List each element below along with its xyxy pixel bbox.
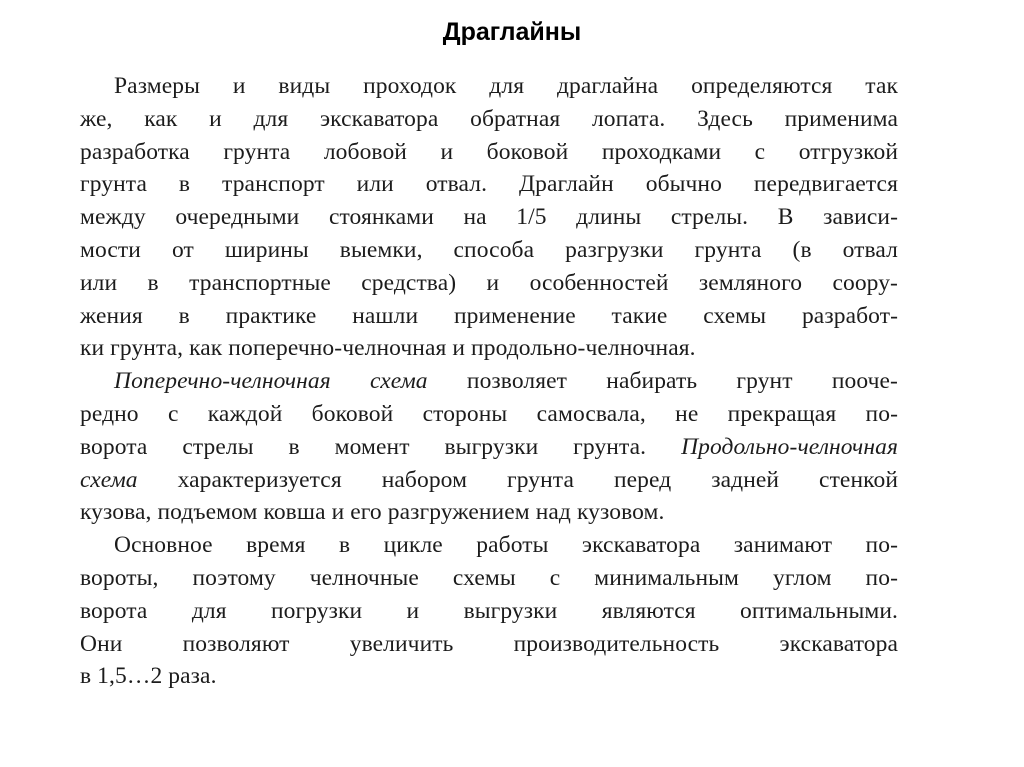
text-line: жения в практике нашли применение такие схемы разработ-	[80, 302, 898, 329]
italic-term: Поперечно-челночная схема	[114, 368, 428, 395]
text-line	[80, 365, 898, 398]
italic-term: схема	[80, 466, 138, 493]
text-line: ворота для погрузки и выгрузки являются оптимальными.	[80, 597, 898, 624]
text-line	[80, 431, 898, 464]
slide-title: Драглайны	[442, 18, 582, 46]
text-line: разработка грунта лобовой и боковой проходками с отгрузкой	[80, 138, 898, 165]
paragraph-3	[80, 529, 898, 693]
text-line: в 1,5…2 раза.	[80, 663, 217, 690]
text-run: ворота стрелы в момент выгрузки грунта.	[80, 433, 682, 460]
text-line	[80, 464, 898, 497]
italic-term: Продольно-челночная	[681, 433, 898, 460]
text-line: грунта в транспорт или отвал. Драглайн обычно передвигается	[80, 171, 898, 198]
text-line: ки грунта, как поперечно-челночная и продольно-челночная.	[80, 335, 696, 362]
text-line: же, как и для экскаватора обратная лопата. Здесь применима	[80, 105, 898, 132]
text-run: характеризуется набором грунта перед задней стенкой	[137, 466, 898, 493]
text-line: Размеры и виды проходок для драглайна определяются так	[114, 73, 898, 99]
paragraph-2	[80, 365, 898, 529]
text-line: вороты, поэтому челночные схемы с минимальным углом по-	[80, 564, 898, 591]
paragraph-1	[80, 70, 898, 365]
text-line: мости от ширины выемки, способа разгрузки грунта (в отвал	[80, 236, 898, 263]
scanned-text-block	[80, 70, 898, 693]
text-line: между очередными стоянками на 1/5 длины стрелы. В зависи-	[80, 204, 898, 231]
text-run: позволяет набирать грунт пооче-	[427, 368, 898, 395]
text-line: Основное время в цикле работы экскаватора занимают по-	[114, 532, 898, 559]
text-line: или в транспортные средства) и особенностей земляного соору-	[80, 269, 898, 296]
text-line: кузова, подъемом ковша и его разгружением над кузовом.	[80, 499, 665, 526]
text-line: редно с каждой боковой стороны самосвала, не прекращая по-	[80, 400, 898, 427]
text-line: Они позволяют увеличить производительность экскаватора	[80, 630, 898, 657]
